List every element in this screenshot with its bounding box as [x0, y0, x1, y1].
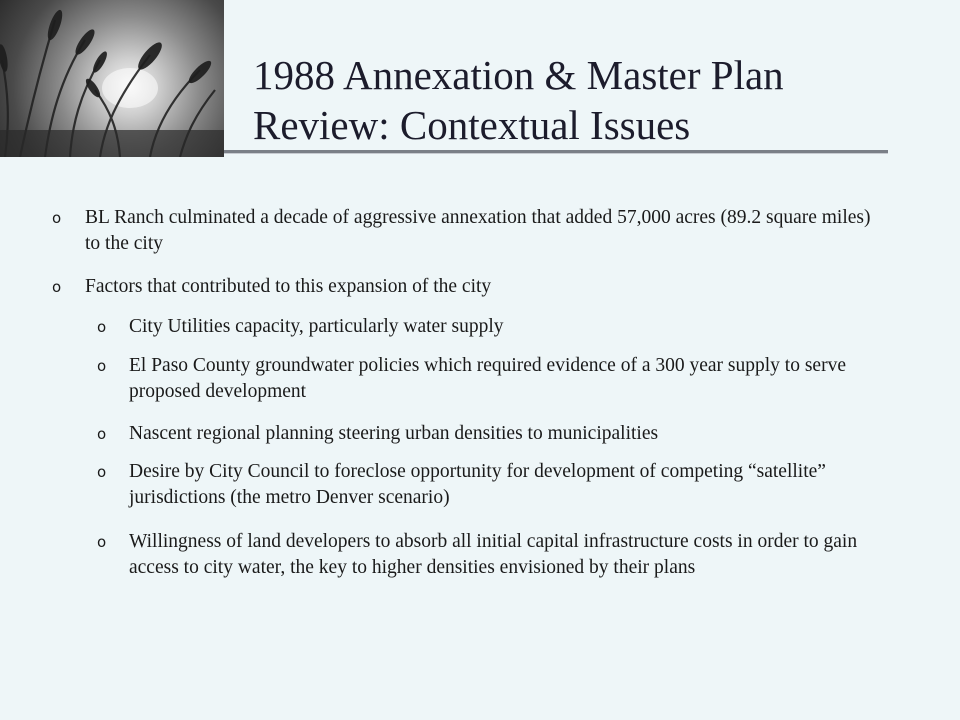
- bullet-text: Factors that contributed to this expansion of the city: [85, 276, 492, 297]
- wheat-stalks-graphic: [0, 0, 224, 157]
- slide-title: [253, 50, 933, 150]
- sub-bullet-text: El Paso County groundwater policies which required evidence of a 300 year supply to serve proposed development: [129, 355, 846, 402]
- title-line-1: 1988 Annexation & Master Plan: [253, 52, 784, 98]
- sub-bullet-text: Desire by City Council to foreclose opportunity for development of competing “satellite” jurisdictions (the metro Denver scenario): [129, 461, 826, 508]
- sub-bullet-text: City Utilities capacity, particularly water supply: [129, 316, 504, 337]
- bullet-marker: o: [97, 463, 107, 481]
- bullet-marker: o: [97, 533, 107, 551]
- bullet-marker: o: [52, 278, 62, 296]
- bullet-marker: o: [97, 425, 107, 443]
- bullet-text: BL Ranch culminated a decade of aggressive annexation that added 57,000 acres (89.2 square miles) to the city: [85, 207, 871, 254]
- wheat-field-photo: [0, 0, 224, 157]
- title-divider-highlight: [224, 153, 888, 154]
- bullet-marker: o: [52, 209, 62, 227]
- title-line-2: Review: Contextual Issues: [253, 102, 691, 148]
- sub-bullet-text: Nascent regional planning steering urban densities to municipalities: [129, 423, 659, 444]
- sub-bullet-text: Willingness of land developers to absorb all initial capital infrastructure costs in order to gain access to city water, the key to higher densities envisioned by their plans: [129, 531, 858, 578]
- bullet-marker: o: [97, 357, 107, 375]
- bullet-marker: o: [97, 318, 107, 336]
